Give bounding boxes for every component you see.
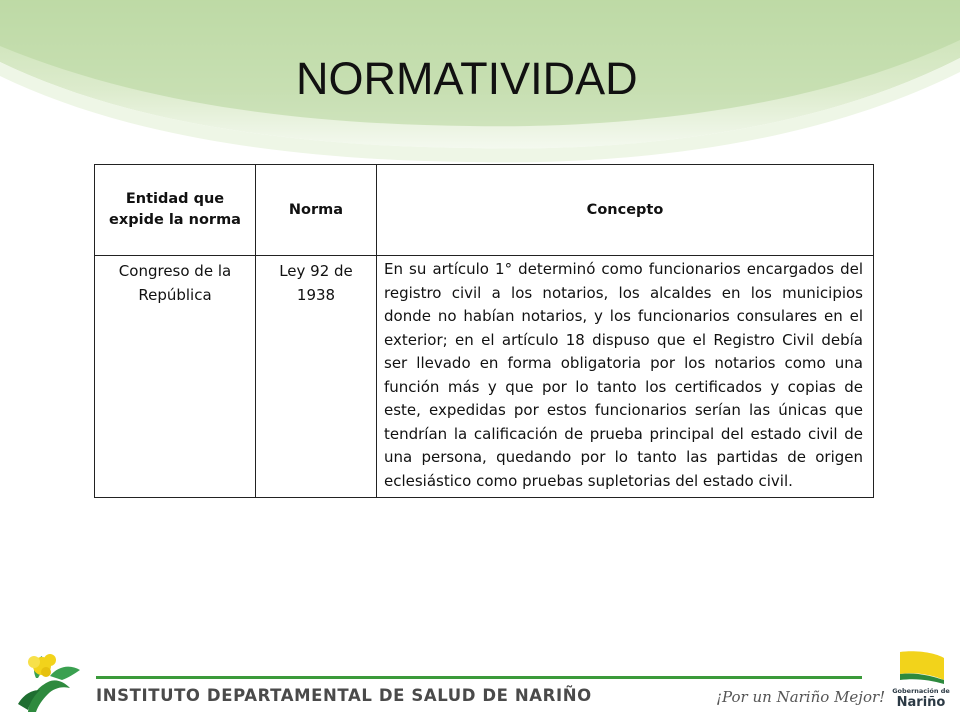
table-row bbox=[95, 256, 874, 498]
table-header-row bbox=[95, 165, 874, 256]
normatividad-table bbox=[94, 164, 874, 498]
footer-institution: INSTITUTO DEPARTAMENTAL DE SALUD DE NARIÑO bbox=[96, 686, 592, 705]
cell-concepto: En su artículo 1° determinó como funcionarios encargados del registro civil a los notarios, los alcaldes en los municipios donde no habían notarios, y los funcionarios consulares en el exterior; en el artículo 18 dispuso que el Registro Civil debía ser llevado en forma obligatoria por los notarios como una función más y que por lo tanto los certificados y copias de este, expedidas por estos funcionarios serían las únicas que tendrían la calificación de prueba principal del estado civil de una persona, quedando por lo tanto las partidas de origen eclesiástico como pruebas supletorias del estado civil. bbox=[377, 256, 874, 498]
header-concepto: Concepto bbox=[377, 165, 874, 256]
header-entidad: Entidad que expide la norma bbox=[95, 165, 256, 256]
gobernacion-logo-text bbox=[886, 688, 956, 709]
flower-logo-icon bbox=[10, 648, 88, 714]
slide-title: NORMATIVIDAD bbox=[296, 53, 638, 104]
cell-entidad: Congreso de la República bbox=[95, 256, 256, 498]
cell-norma: Ley 92 de 1938 bbox=[256, 256, 377, 498]
footer-slogan: ¡Por un Nariño Mejor! bbox=[716, 688, 886, 706]
header-norma: Norma bbox=[256, 165, 377, 256]
footer-divider bbox=[96, 676, 862, 679]
gobernacion-line2: Nariño bbox=[896, 694, 946, 710]
gobernacion-line1: Gobernación de bbox=[892, 687, 950, 695]
